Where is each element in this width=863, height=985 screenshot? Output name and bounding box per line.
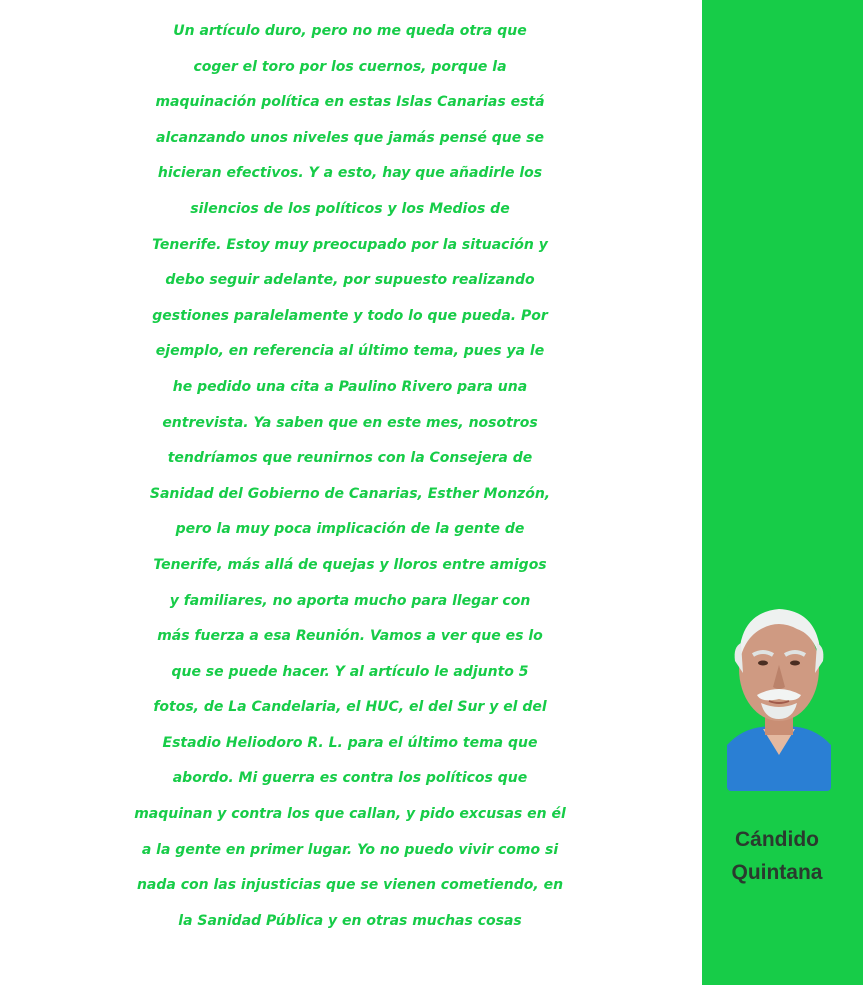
article-line: Estadio Heliodoro R. L. para el último tema que [162, 734, 538, 751]
author-photo [727, 595, 831, 791]
article-line: que se puede hacer. Y al artículo le adjunto 5 [171, 663, 529, 680]
article-line: he pedido una cita a Paulino Rivero para una [172, 378, 528, 395]
article-line: entrevista. Ya saben que en este mes, nosotros [162, 414, 538, 431]
article-line: coger el toro por los cuernos, porque la [193, 58, 507, 75]
article-line: maquinación política en estas Islas Canarias está [155, 94, 545, 111]
article-line: ejemplo, en referencia al último tema, pues ya le [155, 343, 545, 360]
article-line: hicieran efectivos. Y a esto, hay que añadirle los [157, 165, 543, 182]
author-name [702, 823, 852, 889]
author-first-name: Cándido [735, 828, 819, 851]
article-line: a la gente en primer lugar. Yo no puedo vivir como si [141, 841, 559, 858]
article-line: Tenerife, más allá de quejas y lloros entre amigos [153, 556, 547, 573]
article-line: maquinan y contra los que callan, y pido excusas en él [134, 806, 566, 823]
article-line: silencios de los políticos y los Medios de [190, 200, 510, 217]
author-sidebar [702, 0, 863, 985]
article-line: la Sanidad Pública y en otras muchas cosas [178, 912, 522, 929]
article-line: y familiares, no aporta mucho para llegar con [169, 592, 531, 609]
article-line: nada con las injusticias que se vienen cometiendo, en [136, 877, 564, 894]
article-line: pero la muy poca implicación de la gente de [175, 521, 525, 538]
article-line: alcanzando unos niveles que jamás pensé que se [156, 129, 544, 146]
article-text [0, 14, 700, 939]
article-line: tendríamos que reunirnos con la Consejera de [167, 450, 533, 467]
article-line: fotos, de La Candelaria, el HUC, el del Sur y el del [153, 699, 547, 716]
article-line: abordo. Mi guerra es contra los políticos que [172, 770, 528, 787]
article-line: gestiones paralelamente y todo lo que pueda. Por [152, 307, 548, 324]
article-line: debo seguir adelante, por supuesto realizando [165, 272, 535, 289]
article-line: Sanidad del Gobierno de Canarias, Esther Monzón, [149, 485, 551, 502]
author-last-name: Quintana [731, 861, 823, 884]
article-line: Tenerife. Estoy muy preocupado por la situación y [152, 236, 548, 253]
article-line: más fuerza a esa Reunión. Vamos a ver que es lo [157, 628, 543, 645]
article-line: Un artículo duro, pero no me queda otra que [173, 23, 527, 39]
